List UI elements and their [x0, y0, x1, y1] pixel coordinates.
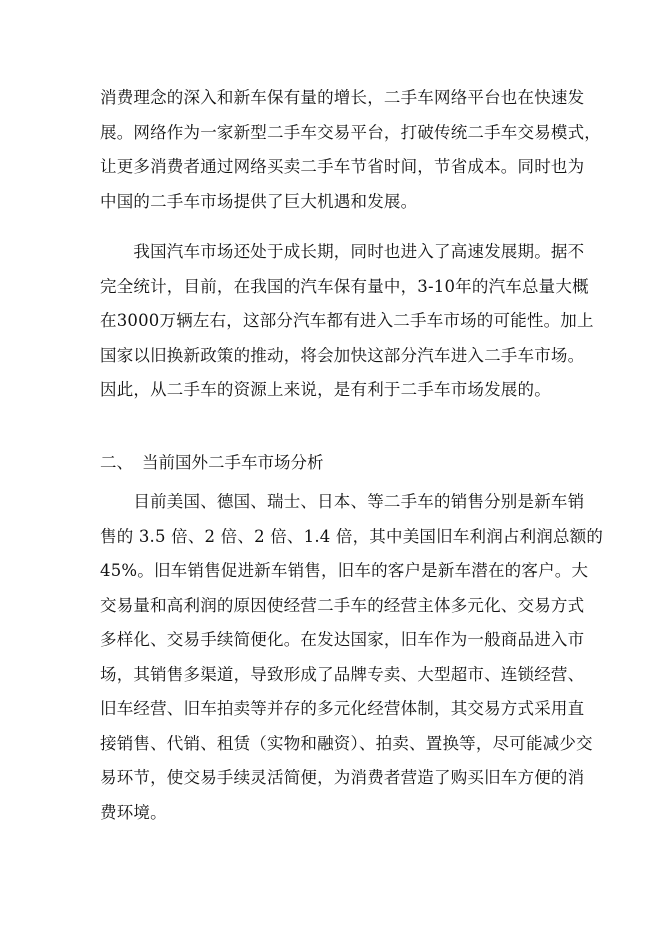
text-line: 费环境。	[100, 802, 167, 822]
text-line: 我国汽车市场还处于成长期，同时也进入了高速发展期。据不	[100, 242, 585, 261]
text-line: 场，其销售多渠道，导致形成了品牌专卖、大型超市、连锁经营、	[100, 664, 585, 684]
text-line: 多样化、交易手续简便化。在发达国家，旧车作为一般商品进入市	[100, 630, 585, 649]
text-line: 中国的二手车市场提供了巨大机遇和发展。	[100, 191, 418, 211]
text-line: 易环节，使交易手续灵活简便，为消费者营造了购买旧车方便的消	[100, 768, 585, 787]
section-title: 当前国外二手车市场分析	[142, 453, 324, 472]
section-heading	[100, 446, 560, 480]
text-line: 在3000万辆左右，这部分汽车都有进入二手车市场的可能性。加上	[100, 311, 594, 330]
paragraph-used-car-platform	[100, 81, 601, 219]
paragraph-foreign-market	[100, 485, 604, 830]
text-line: 交易量和高利润的原因使经营二手车的经营主体多元化、交易方式	[100, 595, 585, 615]
text-line: 国家以旧换新政策的推动，将会加快这部分汽车进入二手车市场。	[100, 345, 585, 365]
section-number: 二、	[100, 453, 133, 472]
text-line: 展。网络作为一家新型二手车交易平台，打破传统二手车交易模式，	[100, 122, 601, 142]
text-line: 完全统计，目前，在我国的汽车保有量中，3-10年的汽车总量大概	[100, 276, 589, 296]
text-line: 因此，从二手车的资源上来说，是有利于二手车市场发展的。	[100, 380, 551, 399]
paragraph-domestic-market	[100, 235, 594, 408]
text-line: 让更多消费者通过网络买卖二手车节省时间，节省成本。同时也为	[100, 157, 585, 176]
text-line: 接销售、代销、租赁（实物和融资）、拍卖、置换等，尽可能减少交	[100, 733, 593, 753]
text-line: 45%。旧车销售促进新车销售，旧车的客户是新车潜在的客户。大	[100, 561, 589, 580]
text-line: 旧车经营、旧车拍卖等并存的多元化经营体制，其交易方式采用直	[100, 699, 585, 718]
text-line: 目前美国、德国、瑞士、日本、等二手车的销售分别是新车销	[100, 492, 585, 511]
text-line: 售的 3.5 倍、2 倍、2 倍、1.4 倍，其中美国旧车利润占利润总额的	[100, 526, 604, 546]
text-line: 消费理念的深入和新车保有量的增长，二手车网络平台也在快速发	[100, 88, 585, 107]
